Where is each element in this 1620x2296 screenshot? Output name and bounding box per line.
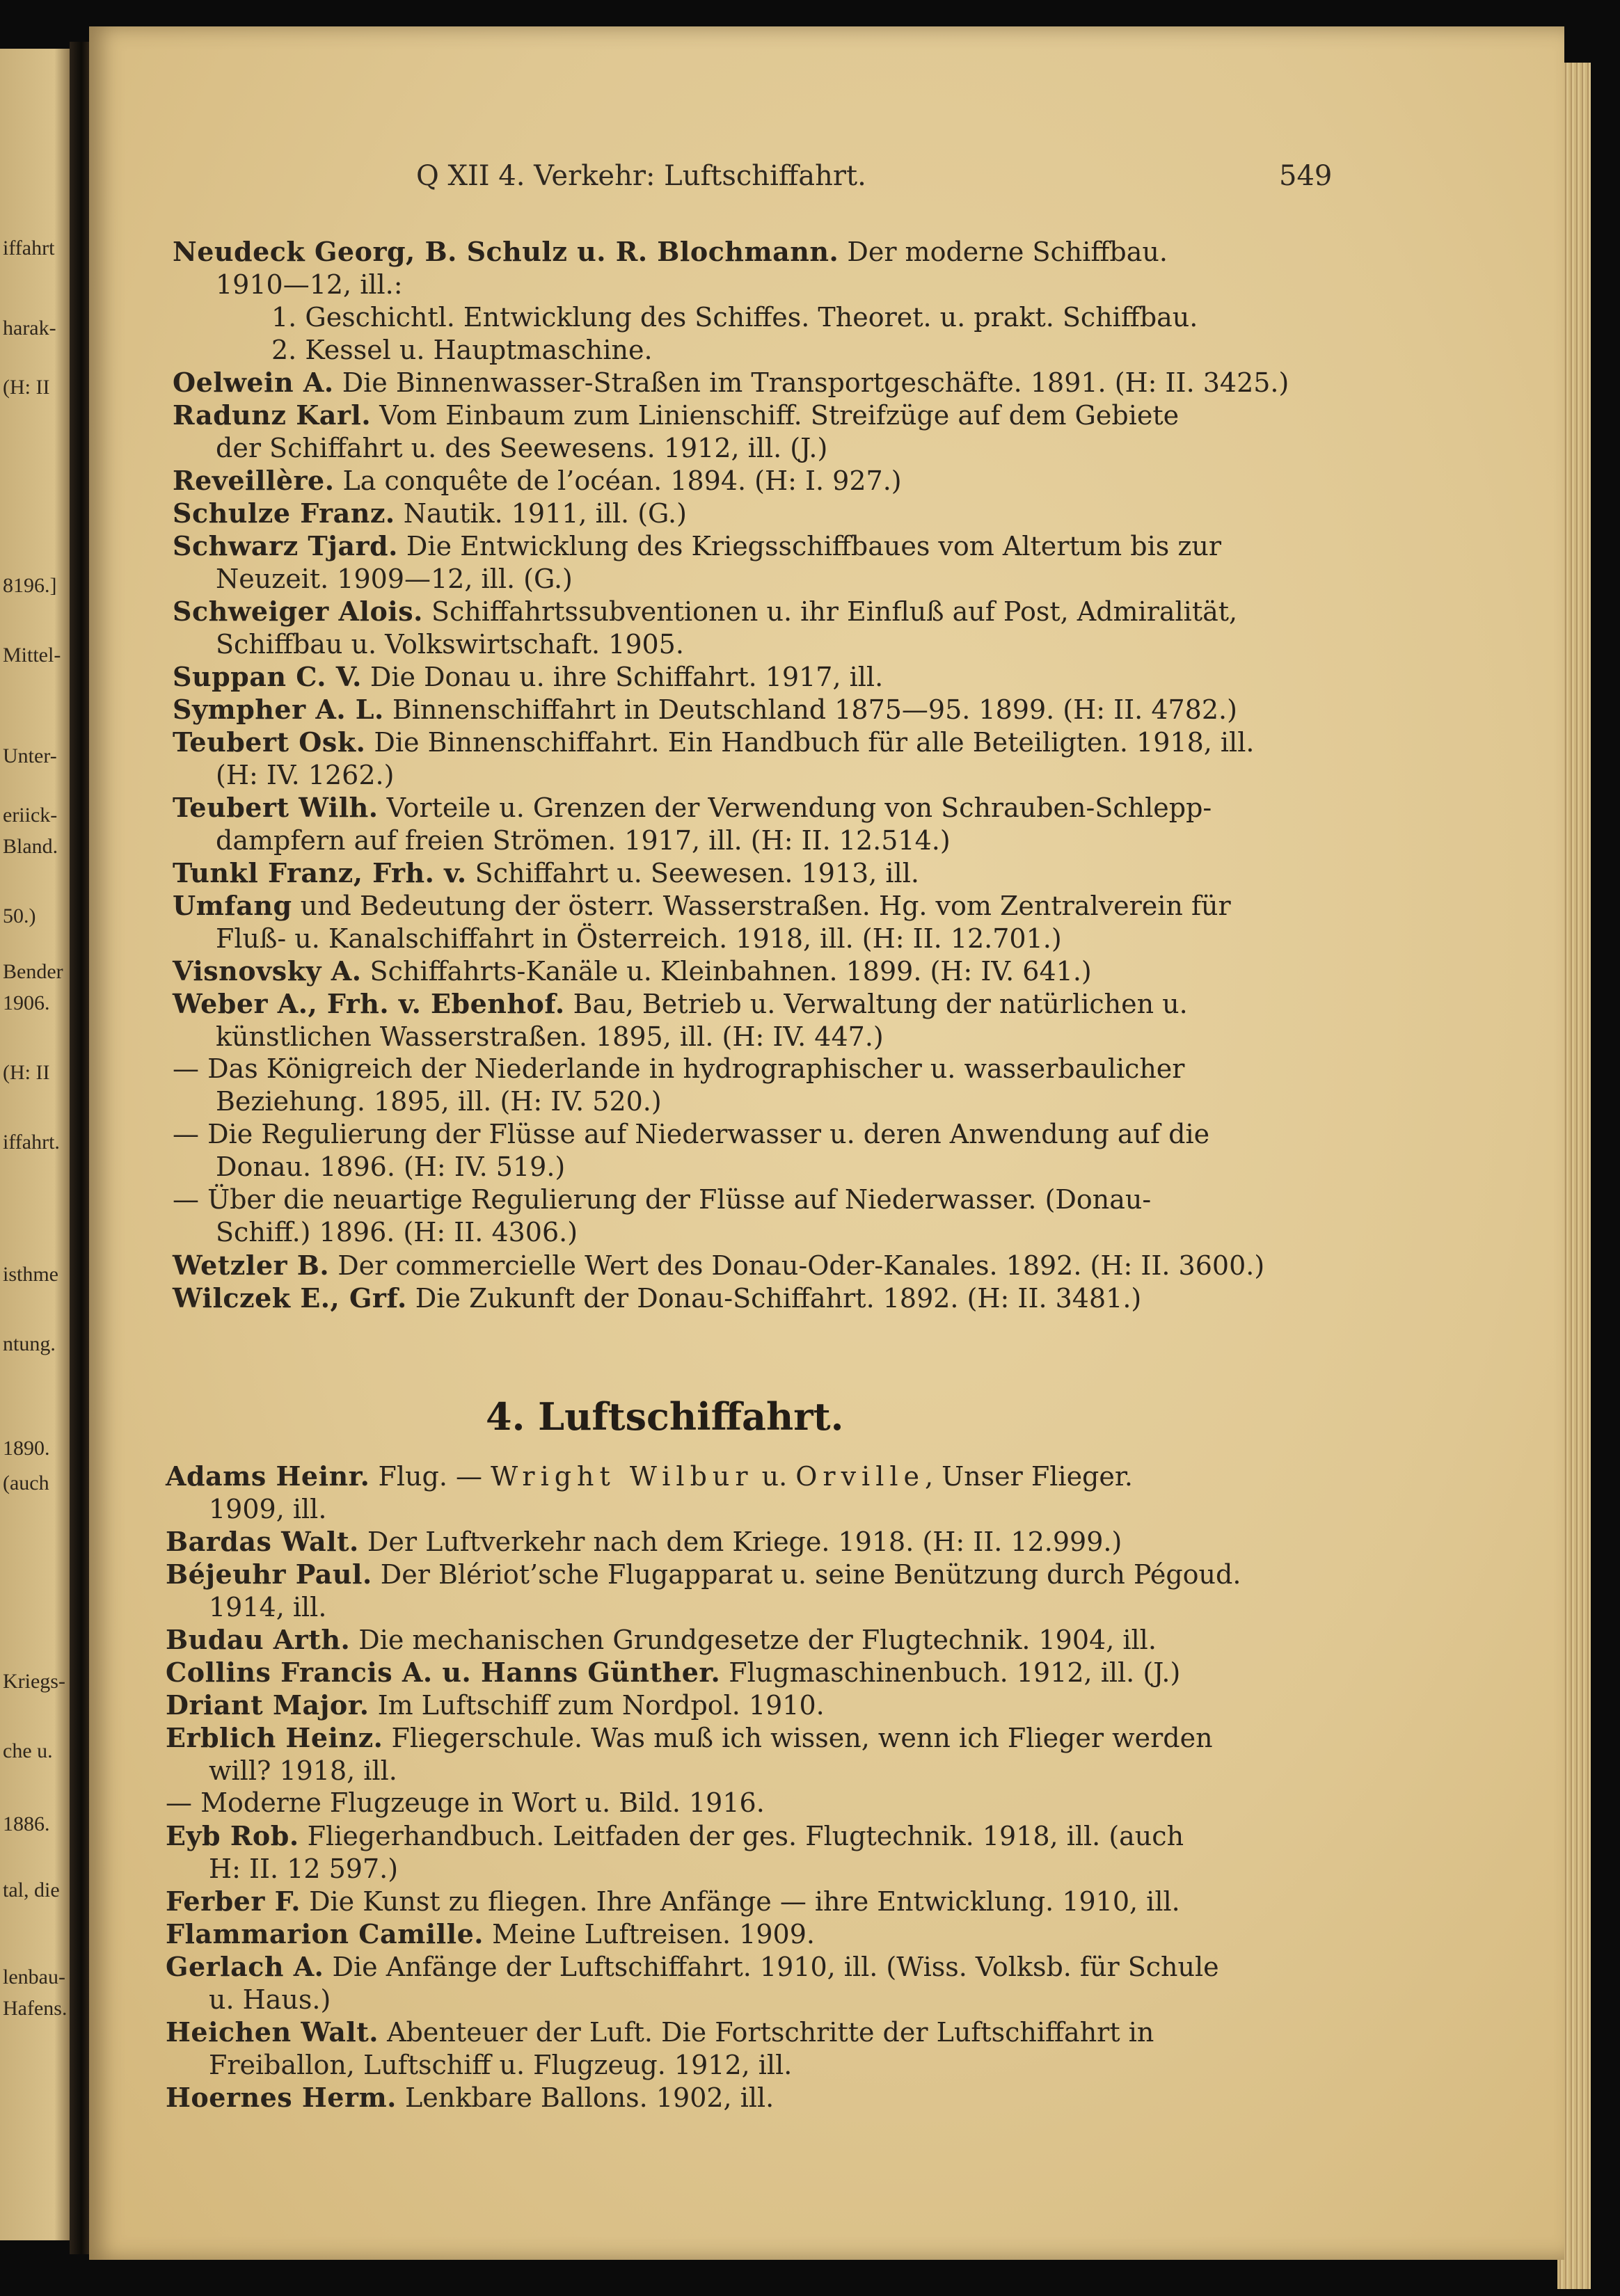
bibliography-entry	[166, 1885, 1523, 1918]
entry-author: Wilczek E., Grf.	[173, 1282, 407, 1314]
entry-text: Fliegerhandbuch. Leitfaden der ges. Flugtechnik. 1918, ill. (auch	[299, 1821, 1184, 1851]
prev-page-text: isthme	[3, 1263, 58, 1286]
entry-author: Neudeck Georg, B. Schulz u. R. Blochmann.	[173, 236, 839, 267]
entry-text: Meine Luftreisen. 1909.	[484, 1919, 815, 1950]
running-head: Q XII 4. Verkehr: Luftschiffahrt.	[416, 160, 866, 192]
entry-continuation: u. Haus.)	[209, 1984, 331, 2015]
entry-text: und Bedeutung der österr. Wasserstraßen. Hg. vom Zentralverein für	[292, 891, 1231, 921]
prev-page-text: Kriegs-	[3, 1670, 65, 1693]
entry-author: Visnovsky A.	[173, 955, 362, 987]
prev-page-text: 8196.]	[3, 574, 57, 597]
previous-page-fragment	[0, 49, 78, 2240]
bibliography-entry	[166, 1918, 1523, 1951]
bibliography-entry	[166, 2081, 1523, 2114]
entry-author: Sympher A. L.	[173, 694, 384, 725]
entry-spaced-name: Wright Wilbur	[491, 1461, 754, 1492]
bibliography-entry	[166, 1656, 1523, 1689]
prev-page-text: harak-	[3, 317, 56, 340]
entry-subitem: 1. Geschichtl. Entwicklung des Schiffes. Theoret. u. prakt. Schiffbau.	[271, 302, 1198, 333]
entry-text: Der Blériot’sche Flugapparat u. seine Benützung durch Pégoud.	[372, 1559, 1241, 1590]
entry-text: Lenkbare Ballons. 1902, ill.	[396, 2082, 775, 2113]
entry-text: Fliegerschule. Was muß ich wissen, wenn ich Flieger werden	[383, 1723, 1213, 1753]
prev-page-text: 1906.	[3, 991, 50, 1014]
entry-text: Die mechanischen Grundgesetze der Flugtechnik. 1904, ill.	[350, 1625, 1157, 1655]
prev-page-text: iffahrt	[3, 237, 55, 260]
entry-author: Gerlach A.	[166, 1951, 324, 1982]
entry-author: Oelwein A.	[173, 367, 334, 398]
entry-author: Wetzler B.	[173, 1250, 330, 1281]
entry-author: Teubert Wilh.	[173, 792, 379, 823]
entry-text: Schiffahrts-Kanäle u. Kleinbahnen. 1899. (H: IV. 641.)	[361, 956, 1092, 987]
prev-page-text: Mittel-	[3, 644, 61, 667]
prev-page-text: lenbau-	[3, 1966, 65, 1988]
bibliography-entry	[166, 1689, 1523, 1722]
entry-continuation: Schiff.) 1896. (H: II. 4306.)	[216, 1217, 578, 1247]
bibliography-section-aviation	[89, 26, 1564, 2260]
entry-text: La conquête de l’océan. 1894. (H: I. 927.)	[334, 465, 902, 496]
entry-subitem: 2. Kessel u. Hauptmaschine.	[271, 335, 653, 365]
bibliography-entry	[166, 1787, 1523, 1819]
entry-continuation: H: II. 12 597.)	[209, 1853, 399, 1884]
prev-page-text: ntung.	[3, 1332, 56, 1355]
book-page	[89, 26, 1564, 2260]
entry-author: Schweiger Alois.	[173, 596, 423, 627]
entry-author: Radunz Karl.	[173, 399, 372, 431]
entry-text: Der moderne Schiffbau.	[839, 237, 1168, 267]
entry-author: Ferber F.	[166, 1886, 301, 1917]
entry-continuation: 1909, ill.	[209, 1494, 327, 1524]
entry-author: Eyb Rob.	[166, 1820, 299, 1851]
entry-author: Flammarion Camille.	[166, 1918, 484, 1950]
entry-continuation: Fluß- u. Kanalschiffahrt in Österreich. 1918, ill. (H: II. 12.701.)	[216, 923, 1062, 954]
entry-text: Flug. —	[370, 1461, 491, 1492]
bibliography-entry	[166, 1819, 1523, 1886]
entry-text: Der commercielle Wert des Donau-Oder-Kanales. 1892. (H: II. 3600.)	[329, 1250, 1265, 1281]
prev-page-text: Bland.	[3, 835, 58, 858]
entry-text: Die Zukunft der Donau-Schiffahrt. 1892. (H: II. 3481.)	[406, 1283, 1142, 1314]
entry-author: Teubert Osk.	[173, 726, 366, 758]
prev-page-text: Hafens.	[3, 1997, 68, 2020]
entry-author: Erblich Heinz.	[166, 1722, 383, 1753]
entry-continuation: der Schiffahrt u. des Seewesens. 1912, ill. (J.)	[216, 433, 828, 463]
bibliography-entry	[166, 1721, 1523, 1787]
entry-text: Schiffahrtssubventionen u. ihr Einfluß auf Post, Admiralität,	[422, 596, 1238, 627]
entry-author: Adams Heinr.	[166, 1460, 370, 1492]
entry-author: Umfang	[173, 890, 292, 921]
entry-text: Die Donau u. ihre Schiffahrt. 1917, ill.	[361, 662, 884, 692]
entry-text: Der Luftverkehr nach dem Kriege. 1918. (H: II. 12.999.)	[358, 1526, 1122, 1557]
entry-continuation: 1914, ill.	[209, 1592, 327, 1623]
entry-text: Abenteuer der Luft. Die Fortschritte der Luftschiffahrt in	[379, 2017, 1154, 2048]
entry-text: Vom Einbaum zum Linienschiff. Streifzüge auf dem Gebiete	[371, 400, 1180, 431]
entry-text: Flugmaschinenbuch. 1912, ill. (J.)	[720, 1657, 1181, 1688]
entry-text: Die Anfänge der Luftschiffahrt. 1910, ill. (Wiss. Volksb. für Schule	[324, 1952, 1219, 1982]
entry-author: Budau Arth.	[166, 1624, 351, 1655]
bibliography-entry	[166, 2016, 1523, 2082]
entry-continuation: Schiffbau u. Volkswirtschaft. 1905.	[216, 629, 684, 660]
prev-page-text: (auch	[3, 1472, 49, 1494]
prev-page-text: 1886.	[3, 1812, 50, 1835]
prev-page-text: che u.	[3, 1739, 53, 1762]
entry-author: Driant Major.	[166, 1689, 370, 1721]
entry-continuation: dampfern auf freien Strömen. 1917, ill. (H: II. 12.514.)	[216, 825, 951, 856]
entry-author: Weber A., Frh. v. Ebenhof.	[173, 988, 565, 1019]
entry-continuation: Neuzeit. 1909—12, ill. (G.)	[216, 564, 573, 594]
entry-spaced-name: Orville	[795, 1461, 925, 1492]
prev-page-text: (H: II	[3, 376, 50, 399]
entry-text: Im Luftschiff zum Nordpol. 1910.	[369, 1690, 825, 1721]
entry-author: Bardas Walt.	[166, 1526, 359, 1557]
prev-page-text: iffahrt.	[3, 1131, 60, 1154]
entry-text: — Das Königreich der Niederlande in hydrographischer u. wasserbaulicher	[173, 1053, 1185, 1084]
entry-text: Schiffahrt u. Seewesen. 1913, ill.	[466, 858, 919, 888]
prev-page-text: 50.)	[3, 904, 36, 927]
entry-text: Vorteile u. Grenzen der Verwendung von Schrauben-Schlepp-	[378, 792, 1212, 823]
prev-page-text: Bender	[3, 960, 63, 983]
entry-text: Die Binnenwasser-Straßen im Transportgeschäfte. 1891. (H: II. 3425.)	[333, 367, 1289, 398]
entry-continuation: Beziehung. 1895, ill. (H: IV. 520.)	[216, 1086, 662, 1117]
entry-author: Suppan C. V.	[173, 661, 362, 692]
entry-author: Béjeuhr Paul.	[166, 1558, 372, 1590]
entry-author: Tunkl Franz, Frh. v.	[173, 857, 467, 888]
entry-text: Nautik. 1911, ill. (G.)	[395, 498, 687, 529]
bibliography-entry	[166, 1950, 1523, 2016]
entry-text: — Über die neuartige Regulierung der Flüsse auf Niederwasser. (Donau-	[173, 1184, 1152, 1215]
entry-author: Schulze Franz.	[173, 497, 395, 529]
prev-page-text: eriick-	[3, 804, 58, 827]
prev-page-text: 1890.	[3, 1437, 50, 1460]
entry-text: Binnenschiffahrt in Deutschland 1875—95. 1899. (H: II. 4782.)	[383, 694, 1237, 725]
entry-continuation: Donau. 1896. (H: IV. 519.)	[216, 1151, 566, 1182]
bibliography-entry	[166, 1623, 1523, 1657]
prev-page-text: (H: II	[3, 1061, 50, 1084]
entry-continuation: Freiballon, Luftschiff u. Flugzeug. 1912, ill.	[209, 2050, 793, 2080]
entry-continuation: künstlichen Wasserstraßen. 1895, ill. (H: IV. 447.)	[216, 1021, 884, 1052]
entry-continuation: will? 1918, ill.	[209, 1755, 397, 1786]
entry-text: Bau, Betrieb u. Verwaltung der natürlichen u.	[564, 989, 1188, 1019]
prev-page-text: Unter-	[3, 744, 57, 767]
entry-author: Hoernes Herm.	[166, 2082, 397, 2113]
bibliography-entry	[166, 1460, 1523, 1526]
entry-text: Die Entwicklung des Kriegsschiffbaues vom Altertum bis zur	[397, 531, 1221, 561]
page-number: 549	[1279, 160, 1333, 192]
entry-text: — Moderne Flugzeuge in Wort u. Bild. 1916.	[166, 1787, 765, 1818]
entry-text: u.	[753, 1461, 796, 1492]
prev-page-text: tal, die	[3, 1879, 60, 1902]
entry-author: Heichen Walt.	[166, 2016, 379, 2048]
section-heading: 4. Luftschiffahrt.	[486, 1394, 844, 1439]
bibliography-entry	[166, 1525, 1523, 1558]
entry-text: Die Binnenschiffahrt. Ein Handbuch für alle Beteiligten. 1918, ill.	[365, 727, 1255, 758]
entry-continuation: (H: IV. 1262.)	[216, 760, 395, 790]
bibliography-entry	[166, 1558, 1523, 1624]
entry-author: Collins Francis A. u. Hanns Günther.	[166, 1657, 721, 1688]
entry-text: , Unser Flieger.	[925, 1461, 1133, 1492]
entry-continuation: 1910—12, ill.:	[216, 269, 403, 300]
entry-author: Reveillère.	[173, 465, 335, 496]
entry-text: — Die Regulierung der Flüsse auf Niederwasser u. deren Anwendung auf die	[173, 1119, 1210, 1149]
entry-text: Die Kunst zu fliegen. Ihre Anfänge — ihre Entwicklung. 1910, ill.	[300, 1886, 1180, 1917]
entry-author: Schwarz Tjard.	[173, 530, 398, 561]
